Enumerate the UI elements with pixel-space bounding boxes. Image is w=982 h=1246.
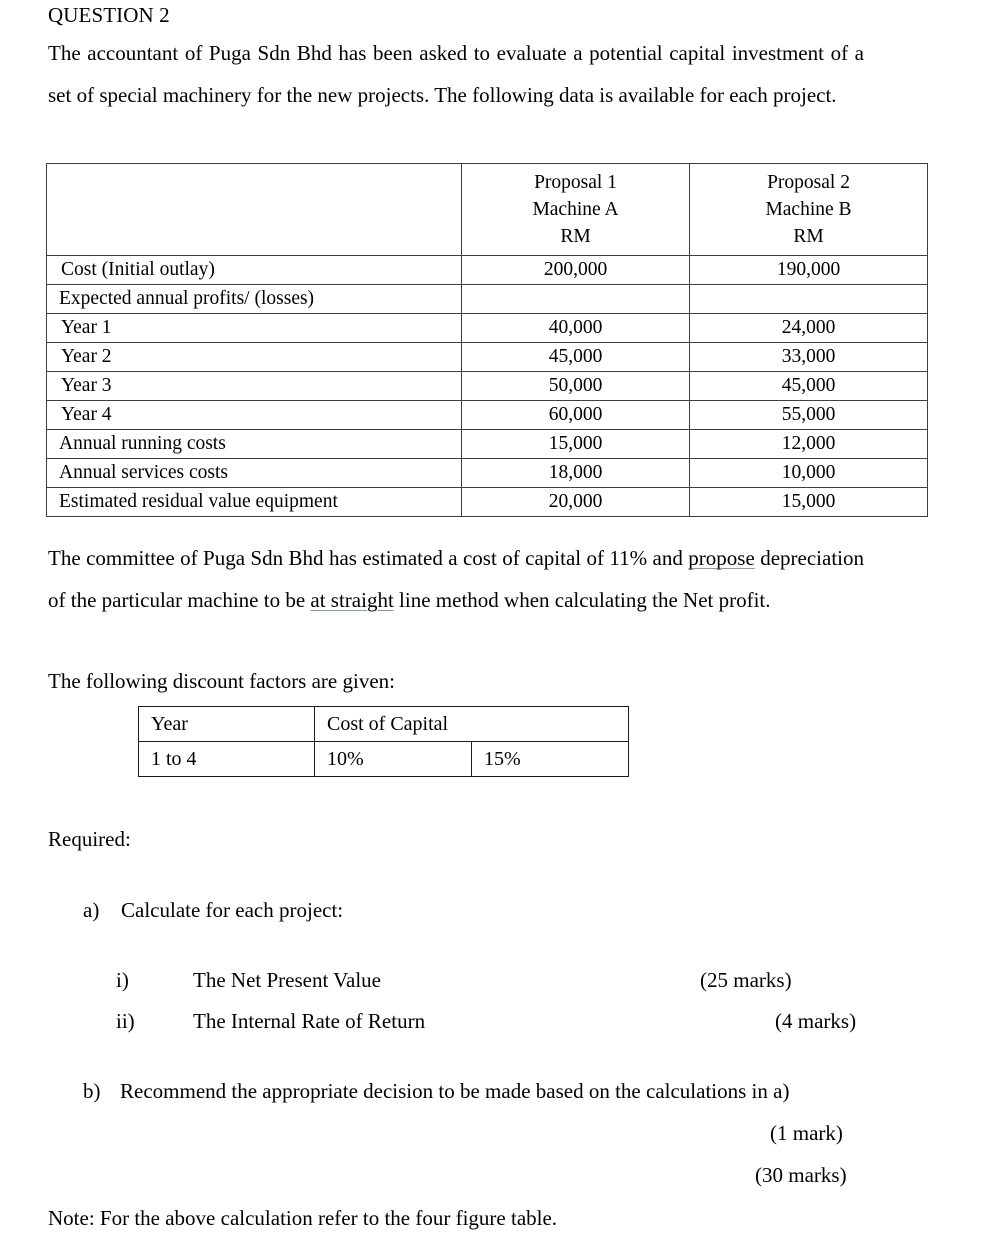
list-item-i-text: The Net Present Value — [193, 968, 381, 992]
grammar-underline-at-straight: at straight — [310, 587, 394, 612]
list-item-a-text: Calculate for each project: — [121, 898, 344, 922]
marks-total: (30 marks) — [755, 1163, 847, 1187]
table-row — [47, 343, 928, 372]
required-label: Required: — [48, 827, 131, 851]
committee-paragraph — [48, 538, 864, 621]
row-value-proposal-2: 10,000 — [690, 459, 928, 488]
committee-text-part-1: The committee of Puga Sdn Bhd has estimated a cost of capital of 11% and — [48, 546, 689, 570]
row-value-proposal-1: 45,000 — [462, 343, 690, 372]
row-value-proposal-2: 15,000 — [690, 488, 928, 517]
row-value-proposal-2: 45,000 — [690, 372, 928, 401]
row-value-proposal-1: 40,000 — [462, 314, 690, 343]
table-row — [47, 372, 928, 401]
proposal-1-line-2: Machine A — [532, 199, 619, 220]
column-header-proposal-2 — [690, 164, 928, 256]
row-value-proposal-2: 12,000 — [690, 430, 928, 459]
table-header-row — [47, 164, 928, 256]
table-row — [47, 488, 928, 517]
list-item-b-text: Recommend the appropriate decision to be made based on the calculations in a) — [120, 1079, 790, 1103]
table-corner-cell — [47, 164, 462, 256]
marks-internal-rate-of-return: (4 marks) — [775, 1009, 857, 1033]
discount-data-row — [139, 742, 629, 777]
row-value-proposal-2 — [690, 285, 928, 314]
list-marker-i: i) — [116, 968, 129, 992]
discount-rate-15: 15% — [472, 742, 629, 777]
marks-recommendation: (1 mark) — [770, 1121, 843, 1145]
list-marker-b: b) — [83, 1079, 101, 1103]
discount-intro-text: The following discount factors are given: — [48, 669, 395, 693]
discount-header-year: Year — [139, 707, 315, 742]
row-value-proposal-1: 50,000 — [462, 372, 690, 401]
list-marker-ii: ii) — [116, 1009, 135, 1033]
row-value-proposal-1: 60,000 — [462, 401, 690, 430]
marks-net-present-value: (25 marks) — [700, 968, 792, 992]
grammar-underline-propose: propose — [688, 546, 755, 570]
table-row — [47, 314, 928, 343]
proposal-1-line-3: RM — [560, 226, 591, 247]
table-row — [47, 401, 928, 430]
row-label: Cost (Initial outlay) — [47, 256, 462, 285]
row-label: Annual running costs — [47, 430, 462, 459]
discount-header-cost-of-capital: Cost of Capital — [315, 707, 629, 742]
discount-rate-10: 10% — [315, 742, 472, 777]
list-item-ii-text: The Internal Rate of Return — [193, 1009, 426, 1033]
row-label: Year 2 — [47, 343, 462, 372]
row-value-proposal-1 — [462, 285, 690, 314]
discount-header-row — [139, 707, 629, 742]
footer-note: Note: For the above calculation refer to the four figure table. — [48, 1206, 558, 1230]
table-row — [47, 459, 928, 488]
discount-factor-table — [138, 706, 629, 777]
row-value-proposal-1: 15,000 — [462, 430, 690, 459]
row-value-proposal-1: 18,000 — [462, 459, 690, 488]
table-row — [47, 430, 928, 459]
row-label: Expected annual profits/ (losses) — [47, 285, 462, 314]
discount-row-year: 1 to 4 — [139, 742, 315, 777]
list-marker-a: a) — [83, 898, 100, 922]
row-value-proposal-2: 33,000 — [690, 343, 928, 372]
committee-text-part-2: depreciation of the particular machine to be — [48, 546, 864, 612]
row-label: Year 3 — [47, 372, 462, 401]
row-value-proposal-2: 190,000 — [690, 256, 928, 285]
proposal-2-line-2: Machine B — [765, 199, 852, 220]
row-label: Estimated residual value equipment — [47, 488, 462, 517]
proposal-2-line-1: Proposal 2 — [767, 172, 850, 193]
row-value-proposal-1: 20,000 — [462, 488, 690, 517]
row-label: Year 1 — [47, 314, 462, 343]
intro-paragraph: The accountant of Puga Sdn Bhd has been asked to evaluate a potential capital investment of a set of special machinery for the new projects. The following data is available for each project. — [48, 41, 864, 107]
proposal-2-line-3: RM — [793, 226, 824, 247]
row-value-proposal-2: 55,000 — [690, 401, 928, 430]
proposal-1-line-1: Proposal 1 — [534, 172, 617, 193]
proposal-comparison-table — [46, 163, 928, 517]
page-title: QUESTION 2 — [48, 3, 170, 27]
table-row — [47, 256, 928, 285]
row-value-proposal-1: 200,000 — [462, 256, 690, 285]
column-header-proposal-1 — [462, 164, 690, 256]
row-label: Year 4 — [47, 401, 462, 430]
committee-text-part-3: line method when calculating the Net profit. — [393, 587, 771, 612]
row-label: Annual services costs — [47, 459, 462, 488]
table-row — [47, 285, 928, 314]
row-value-proposal-2: 24,000 — [690, 314, 928, 343]
